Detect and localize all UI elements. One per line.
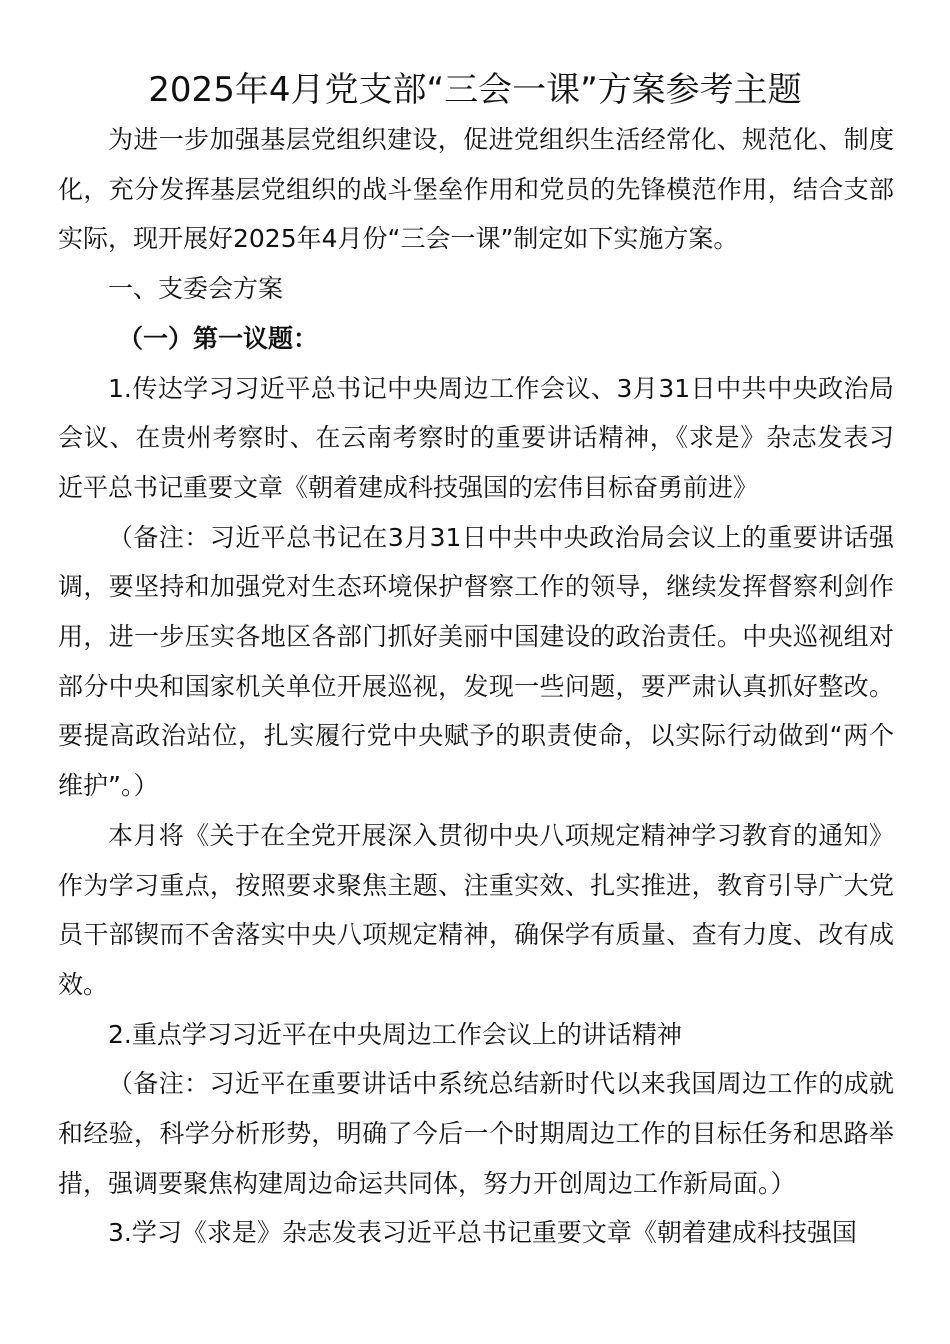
body-paragraph: 本月将《关于在全党开展深入贯彻中央八项规定精神学习教育的通知》作为学习重点，按照要求聚焦主题、注重实效、扎实推进，教育引导广大党员干部锲而不舍落实中央八项规定精神，确保学有质量、查有力度、改有成效。 xyxy=(58,820,894,999)
section-heading: 一、支委会方案 xyxy=(108,274,284,304)
note-paragraph: （备注：习近平总书记在3月31日中共中央政治局会议上的重要讲话强调，要坚持和加强党对生态环境保护督察工作的领导，继续发挥督察利剑作用，进一步压实各地区各部门抓好美丽中国建设的政治责任。中央巡视组对部分中央和国家机关单位开展巡视，发现一些问题，要严肃认真抓好整改。要提高政治站位，扎实履行党中央赋予的职责使命，以实际行动做到“两个维护”。） xyxy=(58,522,894,801)
subsection-heading: （一）第一议题： xyxy=(118,323,319,353)
note-paragraph: （备注：习近平在重要讲话中系统总结新时代以来我国周边工作的成就和经验，科学分析形势，明确了今后一个时期周边工作的目标任务和思路举措，强调要聚焦构建周边命运共同体，努力开创周边工作新局面。） xyxy=(58,1069,894,1198)
document-body xyxy=(58,115,894,1258)
item-paragraph: 1.传达学习习近平总书记中央周边工作会议、3月31日中共中央政治局会议、在贵州考察时、在云南考察时的重要讲话精神，《求是》杂志发表习近平总书记重要文章《朝着建成科技强国的宏伟目标奋勇前进》 xyxy=(58,373,894,502)
document-title: 2025年4月党支部“三会一课”方案参考主题 xyxy=(148,70,802,110)
item-paragraph: 2.重点学习习近平在中央周边工作会议上的讲话精神 xyxy=(108,1019,682,1049)
item-paragraph: 3.学习《求是》杂志发表习近平总书记重要文章《朝着建成科技强国 xyxy=(108,1218,857,1248)
intro-paragraph: 为进一步加强基层党组织建设，促进党组织生活经常化、规范化、制度化，充分发挥基层党组织的战斗堡垒作用和党员的先锋模范作用，结合支部实际，现开展好2025年4月份“三会一课”制定如下实施方案。 xyxy=(58,125,894,254)
